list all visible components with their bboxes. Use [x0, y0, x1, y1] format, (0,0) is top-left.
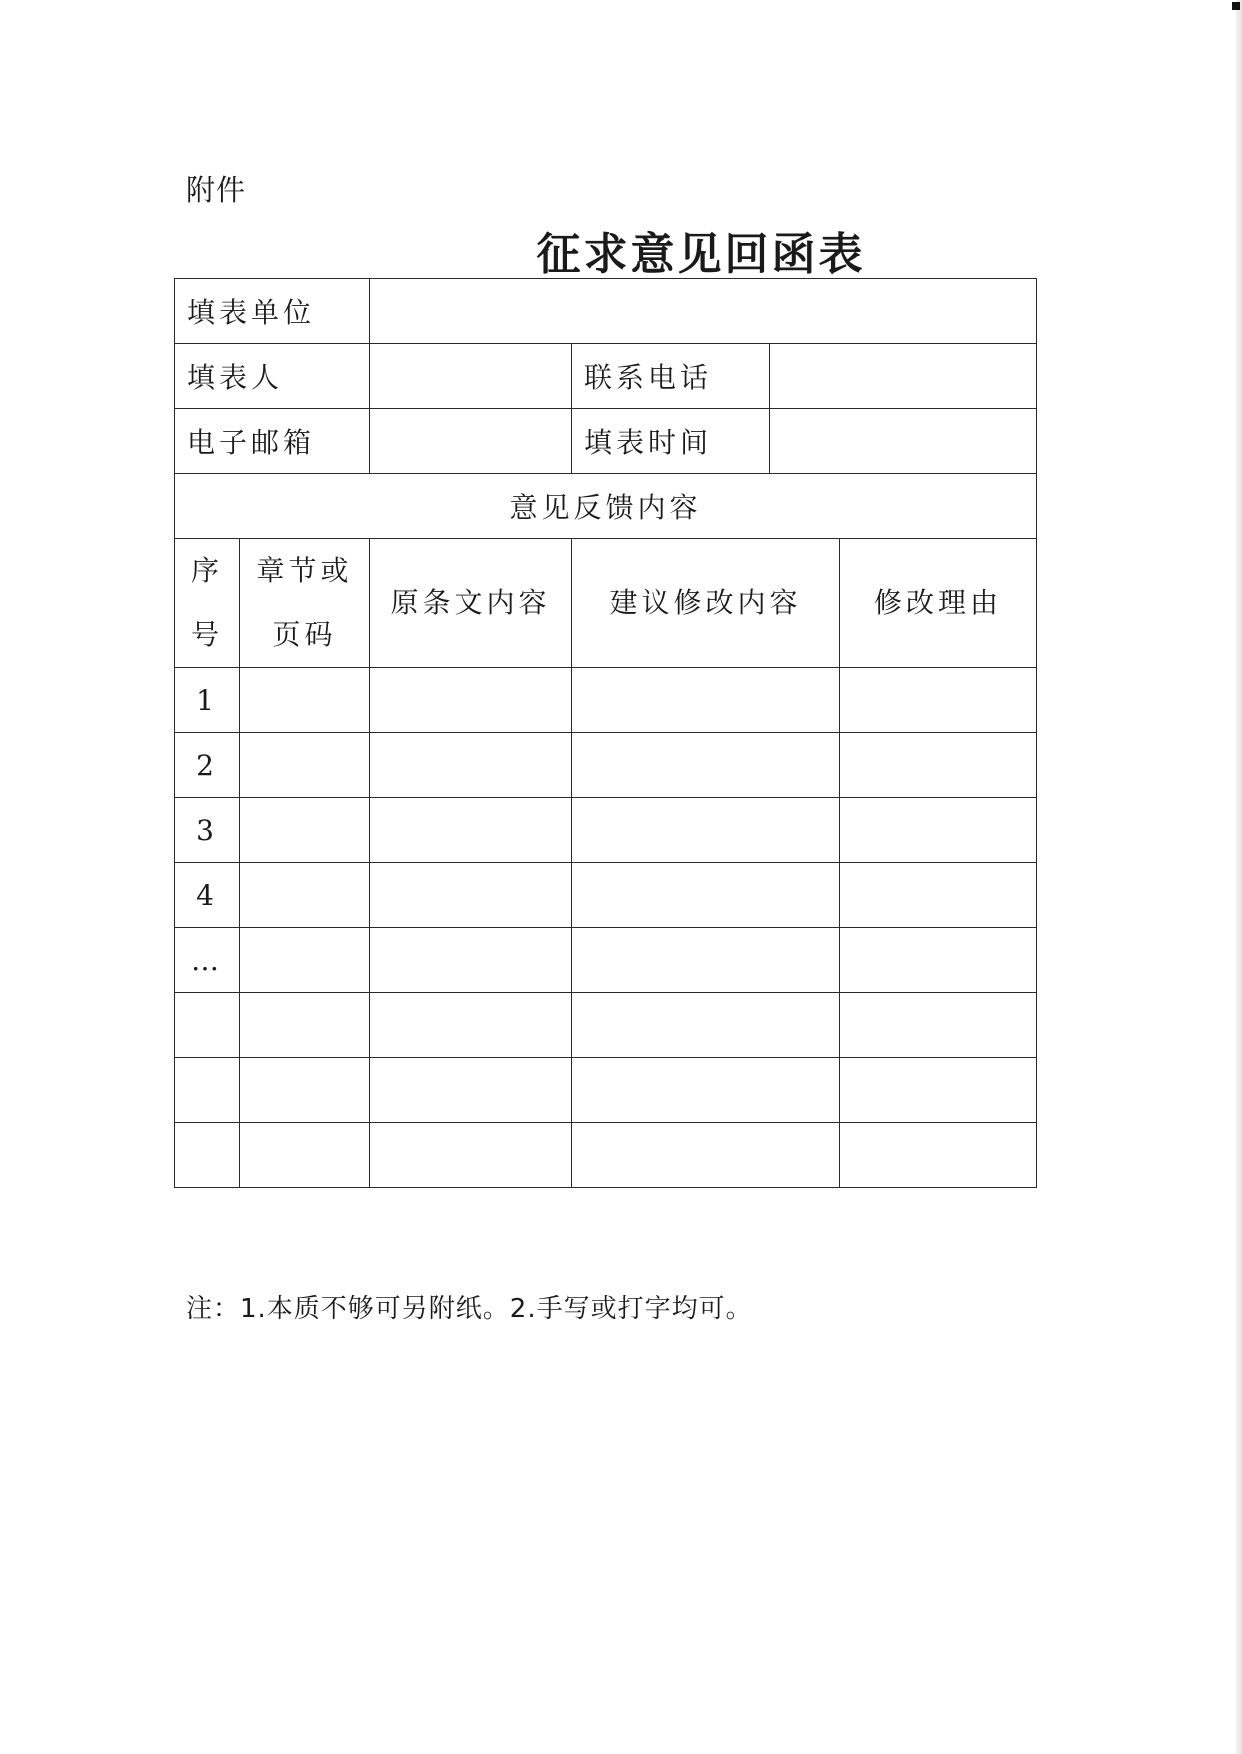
person-label: 填表人 — [175, 344, 370, 409]
reason-cell[interactable] — [840, 928, 1037, 993]
reason-cell[interactable] — [840, 1058, 1037, 1123]
unit-label: 填表单位 — [175, 279, 370, 344]
chapter-header — [240, 539, 370, 668]
table-row — [175, 733, 1037, 798]
reason-cell[interactable] — [840, 798, 1037, 863]
phone-label: 联系电话 — [572, 344, 770, 409]
table-row — [175, 668, 1037, 733]
row-number: … — [175, 928, 240, 993]
reason-cell[interactable] — [840, 993, 1037, 1058]
row-number: 2 — [175, 733, 240, 798]
table-row — [175, 993, 1037, 1058]
chapter-cell[interactable] — [240, 798, 370, 863]
seq-header — [175, 539, 240, 668]
attachment-label: 附件 — [186, 173, 247, 207]
suggestion-cell[interactable] — [572, 863, 840, 928]
reason-cell[interactable] — [840, 863, 1037, 928]
reason-cell[interactable] — [840, 733, 1037, 798]
original-cell[interactable] — [370, 928, 572, 993]
reason-cell[interactable] — [840, 1123, 1037, 1188]
footnote: 注：1.本质不够可另附纸。2.手写或打字均可。 — [186, 1294, 753, 1324]
original-cell[interactable] — [370, 1058, 572, 1123]
chapter-cell[interactable] — [240, 1058, 370, 1123]
suggestion-cell[interactable] — [572, 993, 840, 1058]
suggestion-header: 建议修改内容 — [572, 539, 840, 668]
person-input-cell[interactable] — [370, 344, 572, 409]
chapter-cell[interactable] — [240, 1123, 370, 1188]
unit-row — [175, 279, 1037, 344]
suggestion-cell[interactable] — [572, 928, 840, 993]
table-row — [175, 1058, 1037, 1123]
table-row — [175, 1123, 1037, 1188]
chapter-cell[interactable] — [240, 928, 370, 993]
phone-input-cell[interactable] — [770, 344, 1037, 409]
original-cell[interactable] — [370, 733, 572, 798]
page-title: 征求意见回函表 — [536, 229, 866, 280]
unit-input-cell[interactable] — [370, 279, 1037, 344]
row-number — [175, 1123, 240, 1188]
feedback-section-heading: 意见反馈内容 — [175, 474, 1037, 539]
original-cell[interactable] — [370, 668, 572, 733]
time-input-cell[interactable] — [770, 409, 1037, 474]
original-cell[interactable] — [370, 1123, 572, 1188]
column-header-row — [175, 539, 1037, 668]
table-row — [175, 798, 1037, 863]
feedback-section-row — [175, 474, 1037, 539]
chapter-cell[interactable] — [240, 668, 370, 733]
row-number — [175, 1058, 240, 1123]
row-number: 4 — [175, 863, 240, 928]
seq-header-bottom: 号 — [190, 618, 223, 651]
original-cell[interactable] — [370, 863, 572, 928]
chapter-header-top: 章节或 — [256, 554, 353, 587]
chapter-cell[interactable] — [240, 863, 370, 928]
row-number — [175, 993, 240, 1058]
suggestion-cell[interactable] — [572, 733, 840, 798]
row-number: 3 — [175, 798, 240, 863]
original-header: 原条文内容 — [370, 539, 572, 668]
suggestion-cell[interactable] — [572, 1123, 840, 1188]
feedback-form-table — [174, 278, 1037, 1188]
suggestion-cell[interactable] — [572, 798, 840, 863]
suggestion-cell[interactable] — [572, 1058, 840, 1123]
reason-header: 修改理由 — [840, 539, 1037, 668]
seq-header-top: 序 — [190, 554, 223, 587]
reason-cell[interactable] — [840, 668, 1037, 733]
person-row — [175, 344, 1037, 409]
chapter-header-bottom: 页码 — [272, 618, 337, 651]
email-row — [175, 409, 1037, 474]
table-row — [175, 863, 1037, 928]
original-cell[interactable] — [370, 798, 572, 863]
chapter-cell[interactable] — [240, 993, 370, 1058]
chapter-cell[interactable] — [240, 733, 370, 798]
scan-corner-mark — [1232, 2, 1240, 10]
email-input-cell[interactable] — [370, 409, 572, 474]
time-label: 填表时间 — [572, 409, 770, 474]
suggestion-cell[interactable] — [572, 668, 840, 733]
email-label: 电子邮箱 — [175, 409, 370, 474]
row-number: 1 — [175, 668, 240, 733]
original-cell[interactable] — [370, 993, 572, 1058]
table-row — [175, 928, 1037, 993]
